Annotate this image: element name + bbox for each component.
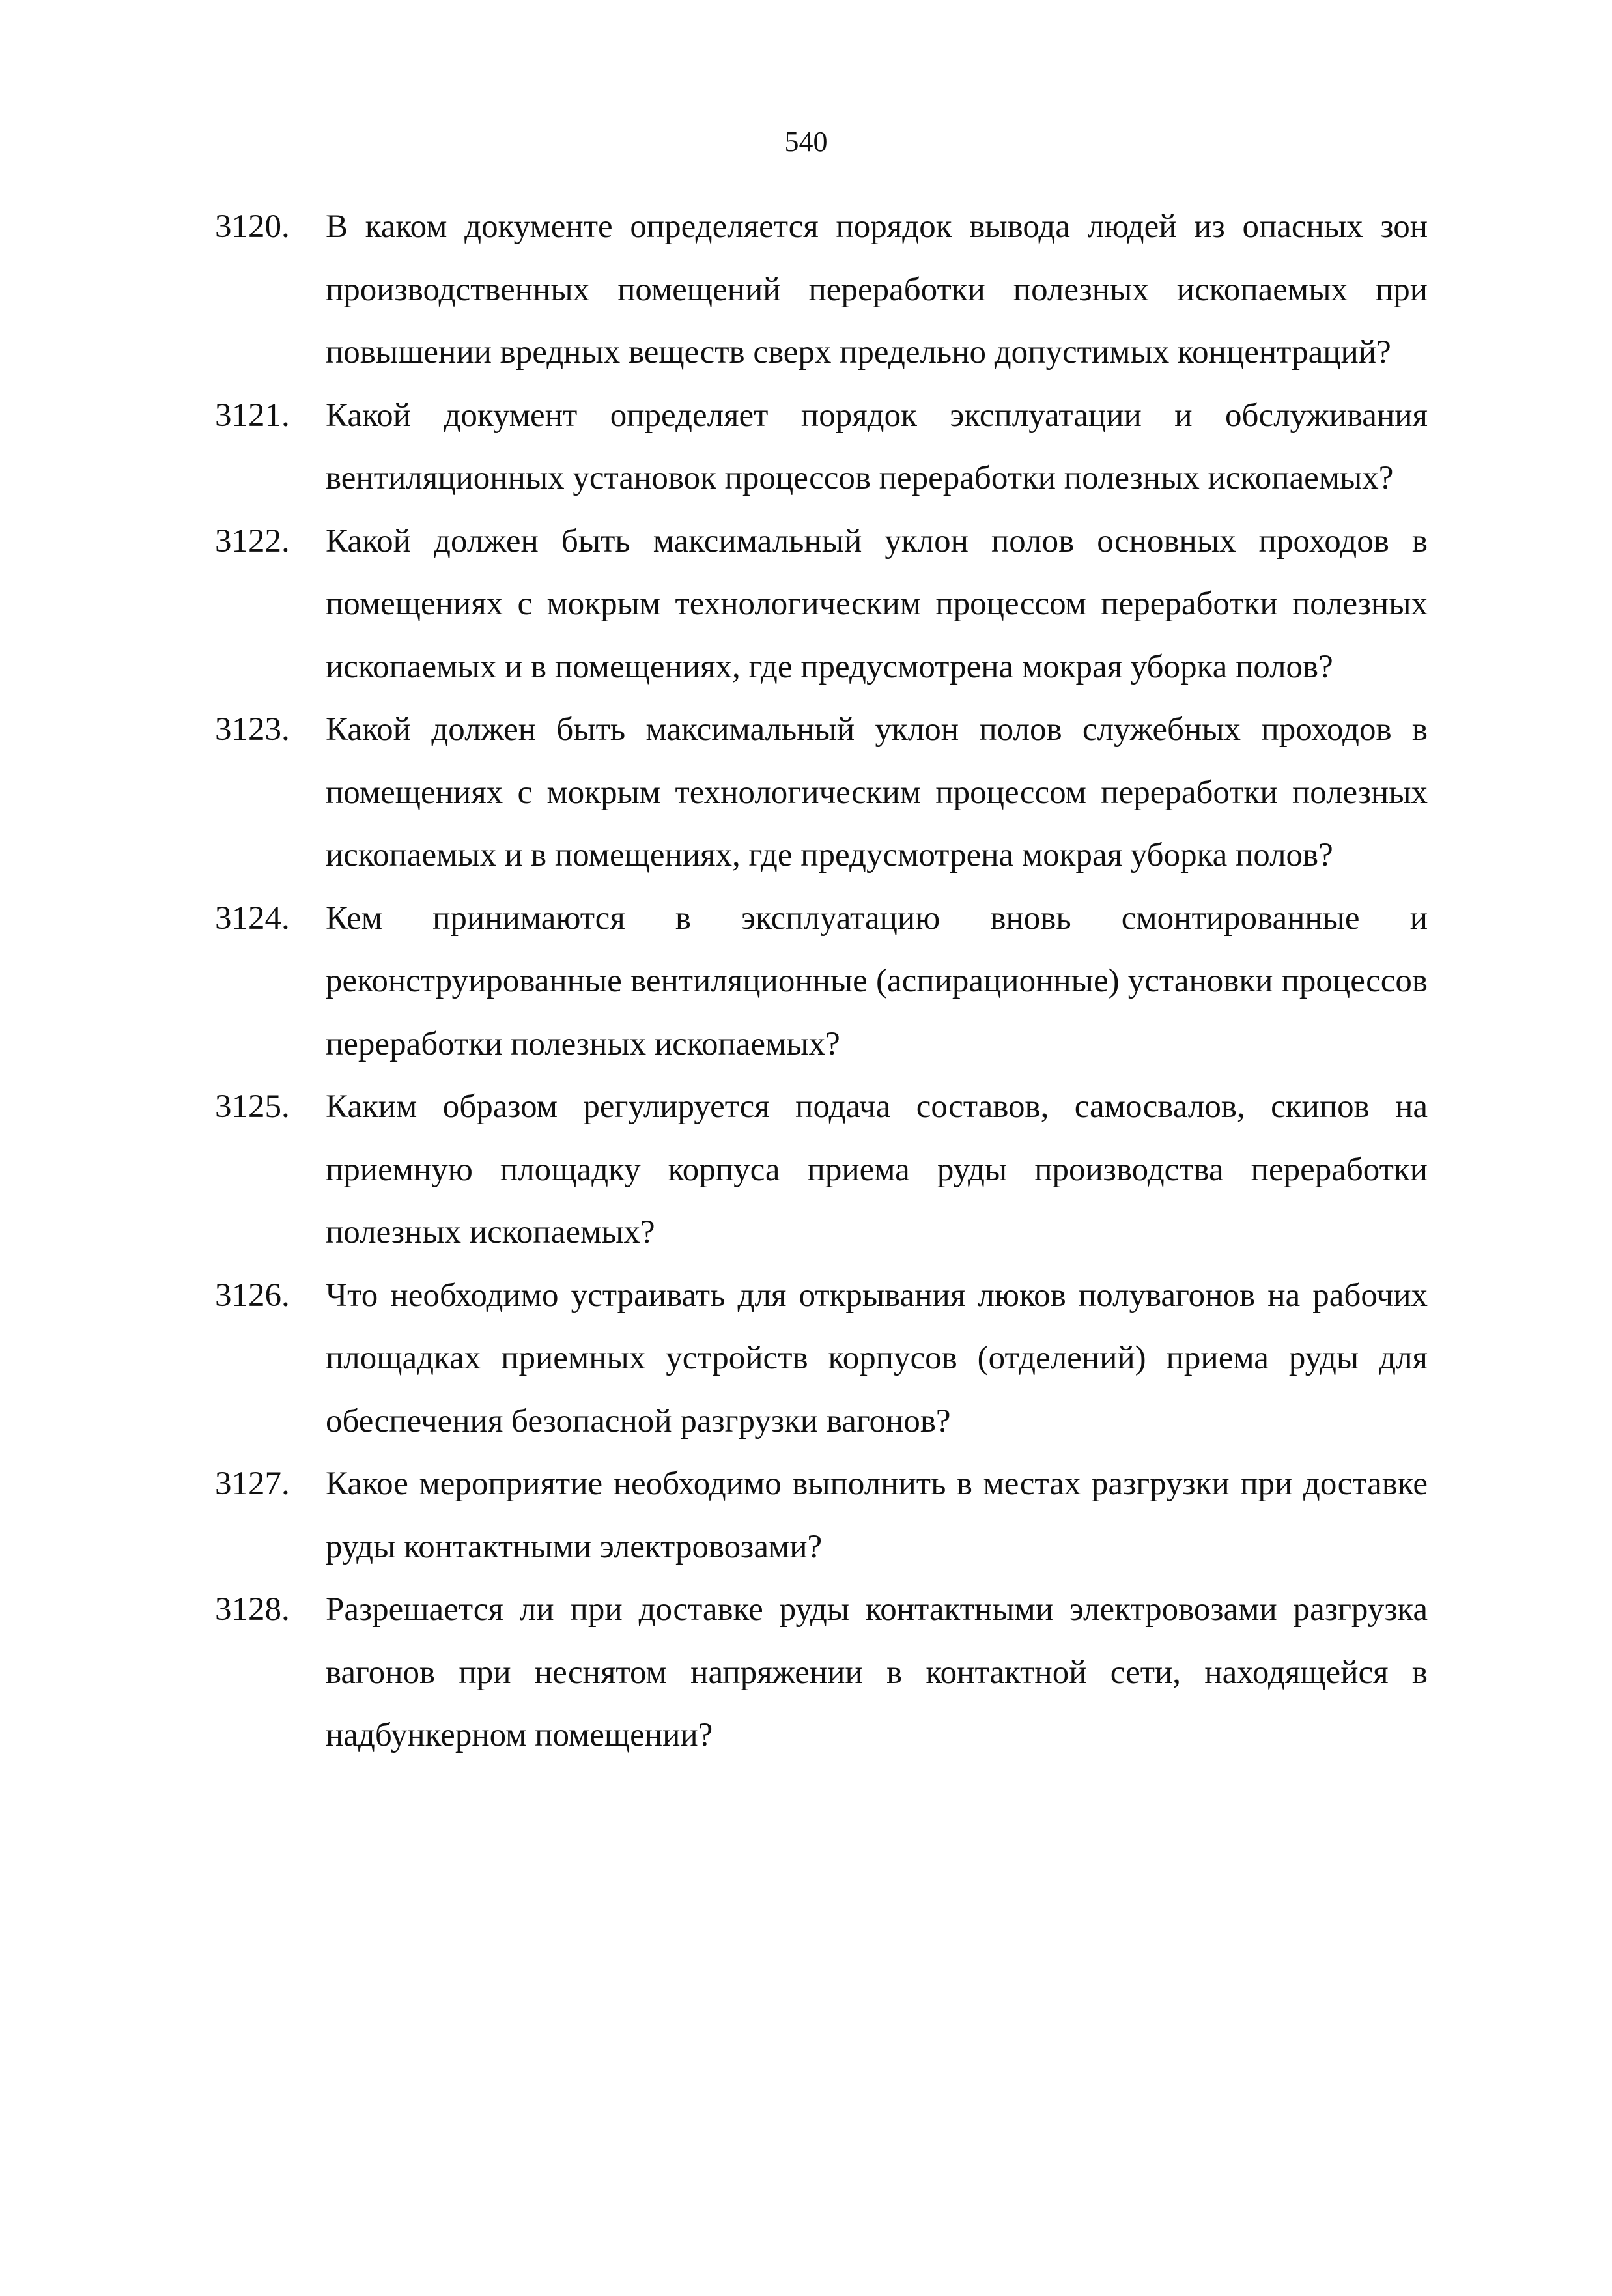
question-item	[215, 1578, 1428, 1767]
question-item	[215, 195, 1428, 384]
question-item	[215, 1075, 1428, 1264]
question-number: 3123.	[215, 711, 290, 748]
question-number: 3121.	[215, 397, 290, 434]
question-item	[215, 698, 1428, 887]
question-text: Что необходимо устраивать для открывания люков полувагонов на рабочих площадках приемных устройств корпусов (отделений) приема руды для обеспечения безопасной разгрузки вагонов?	[326, 1277, 1428, 1439]
question-item	[215, 887, 1428, 1076]
question-number: 3126.	[215, 1277, 290, 1314]
question-text: Какое мероприятие необходимо выполнить в местах разгрузки при доставке руды контактными электровозами?	[326, 1466, 1428, 1565]
question-text: Кем принимаются в эксплуатацию вновь смонтированные и реконструированные вентиляционные (аспирационные) установки процессов переработки полезных ископаемых?	[326, 900, 1428, 1062]
question-text: Какой должен быть максимальный уклон полов служебных проходов в помещениях с мокрым технологическим процессом переработки полезных ископаемых и в помещениях, где предусмотрена мокрая уборка полов?	[326, 711, 1428, 873]
question-list	[215, 195, 1428, 1767]
question-number: 3122.	[215, 522, 290, 560]
question-item	[215, 1453, 1428, 1578]
question-text: Разрешается ли при доставке руды контактными электровозами разгрузка вагонов при неснятом напряжении в контактной сети, находящейся в надбункерном помещении?	[326, 1591, 1428, 1753]
page-number: 540	[784, 126, 828, 158]
question-item	[215, 384, 1428, 510]
question-number: 3120.	[215, 208, 290, 245]
question-text: В каком документе определяется порядок вывода людей из опасных зон производственных помещений переработки полезных ископаемых при повышении вредных веществ сверх предельно допустимых концентраций?	[326, 208, 1428, 371]
question-number: 3124.	[215, 900, 290, 937]
question-item	[215, 1264, 1428, 1453]
question-text: Какой должен быть максимальный уклон полов основных проходов в помещениях с мокрым технологическим процессом переработки полезных ископаемых и в помещениях, где предусмотрена мокрая уборка полов?	[326, 522, 1428, 685]
question-text: Каким образом регулируется подача составов, самосвалов, скипов на приемную площадку корпуса приема руды производства переработки полезных ископаемых?	[326, 1088, 1428, 1251]
question-item	[215, 510, 1428, 699]
question-number: 3127.	[215, 1466, 290, 1502]
question-number: 3128.	[215, 1591, 290, 1628]
question-number: 3125.	[215, 1088, 290, 1125]
question-text: Какой документ определяет порядок эксплуатации и обслуживания вентиляционных установок процессов переработки полезных ископаемых?	[326, 397, 1428, 496]
